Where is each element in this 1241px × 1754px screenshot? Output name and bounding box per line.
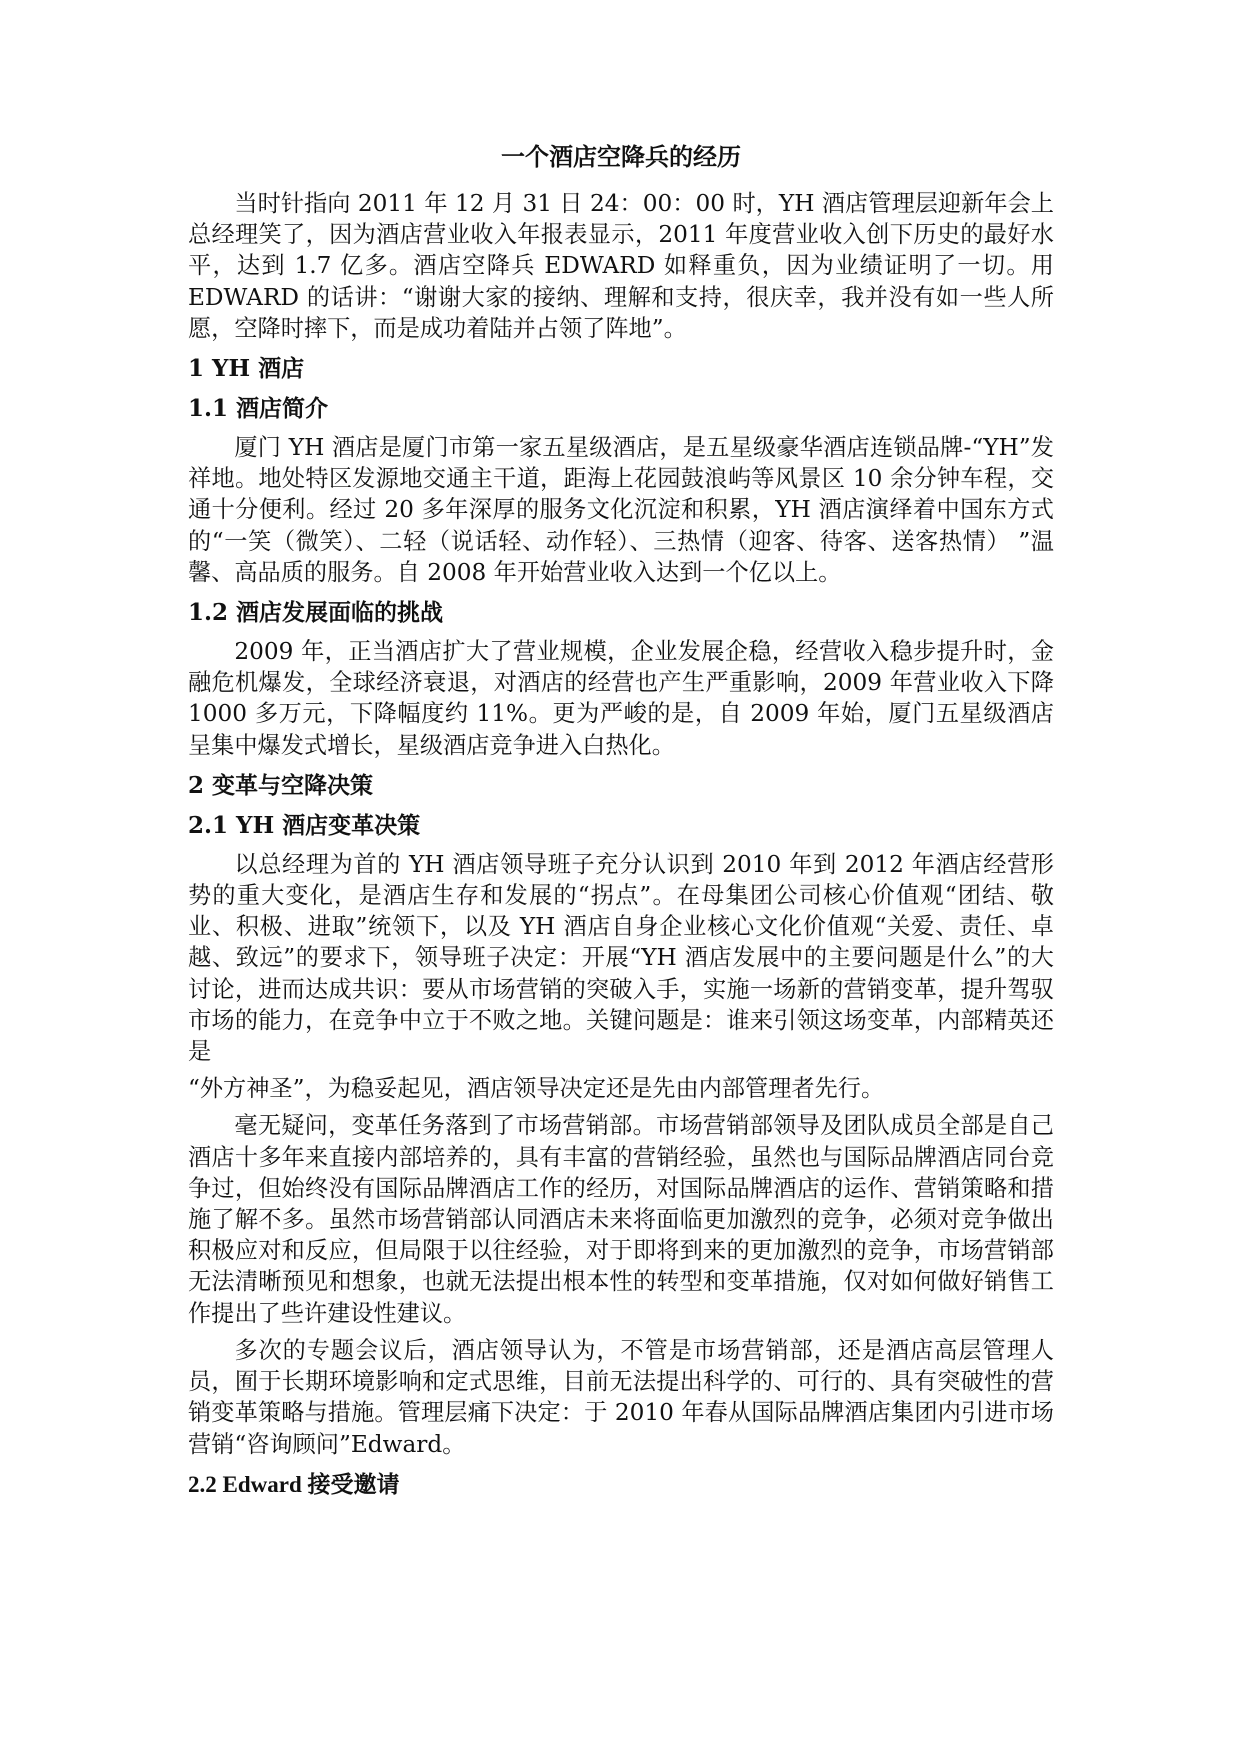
paragraph-management-decision: 多次的专题会议后，酒店领导认为，不管是市场营销部，还是酒店高层管理人员，囿于长期环境影响和定式思维，目前无法提出科学的、可行的、具有突破性的营销变革策略与措施。管理层痛下决定：于 2010 年春从国际品牌酒店集团内引进市场营销“咨询顾问”Edward。: [188, 1336, 1054, 1458]
paragraph-hotel-intro: 厦门 YH 酒店是厦门市第一家五星级酒店，是五星级豪华酒店连锁品牌-“YH”发祥地。地处特区发源地交通主干道，距海上花园鼓浪屿等风景区 10 余分钟车程，交通十分便利。经过 20 多年深厚的服务文化沉淀和积累，YH 酒店演绎着中国东方式的“一笑（微笑）、二轻（说话轻、动作轻）、三热情（迎客、待客、送客热情） ”温馨、高品质的服务。自 2008 年开始营业收入达到一个亿以上。: [188, 434, 1054, 586]
paragraph-reform-decision-cont: “外方神圣”，为稳妥起见，酒店领导决定还是先由内部管理者先行。: [188, 1075, 885, 1103]
heading-section-2-1: 2.1 YH 酒店变革决策: [188, 811, 421, 839]
paragraph-marketing-dept: 毫无疑问，变革任务落到了市场营销部。市场营销部领导及团队成员全部是自己酒店十多年来直接内部培养的，具有丰富的营销经验，虽然也与国际品牌酒店同台竞争过，但始终没有国际品牌酒店工作的经历，对国际品牌酒店的运作、营销策略和措施了解不多。虽然市场营销部认同酒店未来将面临更加激烈的竞争，必须对竞争做出积极应对和反应，但局限于以往经验，对于即将到来的更加激烈的竞争，市场营销部无法清晰预见和想象，也就无法提出根本性的转型和变革措施，仅对如何做好销售工作提出了些许建设性建议。: [188, 1112, 1054, 1327]
heading-section-1-1: 1.1 酒店简介: [188, 395, 329, 423]
heading-section-1: 1 YH 酒店: [188, 355, 305, 383]
heading-section-1-2: 1.2 酒店发展面临的挑战: [188, 599, 444, 627]
heading-section-2-2: 2.2 Edward 接受邀请: [188, 1471, 400, 1497]
paragraph-intro: 当时针指向 2011 年 12 月 31 日 24：00：00 时，YH 酒店管理层迎新年会上总经理笑了，因为酒店营业收入年报表显示，2011 年度营业收入创下历史的最好水平，达到 1.7 亿多。酒店空降兵 EDWARD 如释重负，因为业绩证明了一切。用 EDWARD 的话讲：“谢谢大家的接纳、理解和支持，很庆幸，我并没有如一些人所愿，空降时摔下，而是成功着陆并占领了阵地”。: [188, 190, 1054, 342]
paragraph-reform-decision: 以总经理为首的 YH 酒店领导班子充分认识到 2010 年到 2012 年酒店经营形势的重大变化，是酒店生存和发展的“拐点”。在母集团公司核心价值观“团结、敬业、积极、进取”统领下，以及 YH 酒店自身企业核心文化价值观“关爱、责任、卓越、致远”的要求下，领导班子决定：开展“YH 酒店发展中的主要问题是什么”的大讨论，进而达成共识：要从市场营销的突破入手，实施一场新的营销变革，提升驾驭市场的能力，在竞争中立于不败之地。关键问题是：谁来引领这场变革，内部精英还是: [188, 850, 1054, 1066]
paragraph-challenges: 2009 年，正当酒店扩大了营业规模，企业发展企稳，经营收入稳步提升时，金融危机爆发，全球经济衰退，对酒店的经营也产生严重影响，2009 年营业收入下降 1000 多万元，下降幅度约 11%。更为严峻的是，自 2009 年始，厦门五星级酒店呈集中爆发式增长，星级酒店竞争进入白热化。: [188, 638, 1054, 759]
document-page: [188, 140, 1054, 1508]
document-title: 一个酒店空降兵的经历: [501, 142, 741, 171]
heading-section-2: 2 变革与空降决策: [188, 771, 374, 799]
